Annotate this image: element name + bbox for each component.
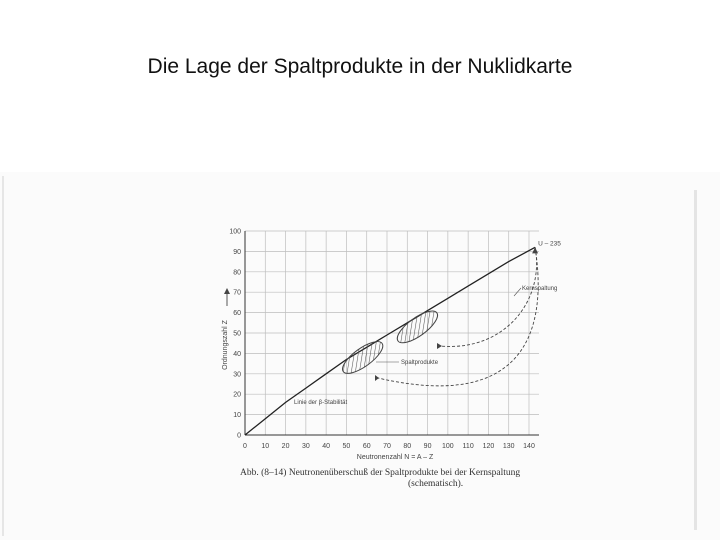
figure-caption (240, 468, 570, 490)
chart-arrows (375, 247, 538, 386)
y-tick-label: 100 (229, 228, 241, 236)
uranium-label: U – 235 (538, 240, 561, 248)
x-tick-label: 0 (243, 443, 247, 450)
x-tick-label: 30 (301, 443, 310, 450)
fission-product-region (338, 336, 387, 379)
y-tick-label: 70 (233, 289, 241, 297)
caption-line-2: (schematisch). (408, 479, 464, 489)
y-axis-label: Ordnungszahl Z (222, 320, 229, 370)
fission-products-label: Spaltprodukte (401, 360, 439, 366)
x-tick-label: 50 (342, 443, 351, 450)
y-tick-label: 90 (233, 248, 241, 256)
slide-title: Die Lage der Spaltprodukte in der Nuklidkarte (147, 55, 573, 78)
y-tick-label: 10 (233, 412, 241, 420)
arrowhead (375, 375, 379, 381)
arrowhead (437, 343, 442, 349)
y-tick-label: 0 (237, 432, 241, 440)
y-tick-label: 60 (233, 310, 241, 318)
x-tick-label: 10 (261, 443, 270, 450)
x-tick-label: 70 (383, 443, 391, 450)
y-tick-label: 50 (233, 330, 241, 338)
chart-series (245, 247, 535, 435)
chart-regions (338, 305, 442, 378)
y-tick-label: 30 (233, 371, 241, 379)
x-tick-label: 20 (281, 443, 290, 450)
x-tick-label: 40 (322, 443, 331, 450)
x-tick-label: 60 (362, 443, 371, 450)
caption-line-1: Abb. (8–14) Neutronenüberschuß der Spaltprodukte bei der Kernspaltung (240, 468, 521, 478)
x-tick-label: 100 (442, 443, 454, 450)
x-tick-label: 120 (482, 443, 495, 450)
y-tick-label: 80 (233, 269, 241, 277)
x-tick-label: 140 (523, 443, 535, 450)
stability-line (245, 247, 535, 435)
chart-grid (245, 231, 539, 435)
x-tick-label: 80 (403, 443, 412, 450)
x-tick-label: 130 (502, 443, 515, 450)
y-tick-label: 40 (233, 350, 241, 358)
x-tick-label: 110 (462, 443, 474, 450)
y-axis-arrowhead (224, 288, 230, 294)
stability-line-label: Linie der β-Stabilität (294, 400, 348, 406)
x-tick-label: 90 (423, 443, 432, 450)
fission-label: Kernspaltung (522, 286, 558, 292)
x-axis-label: Neutronenzahl N = A – Z (356, 454, 434, 461)
y-tick-label: 20 (233, 391, 241, 399)
